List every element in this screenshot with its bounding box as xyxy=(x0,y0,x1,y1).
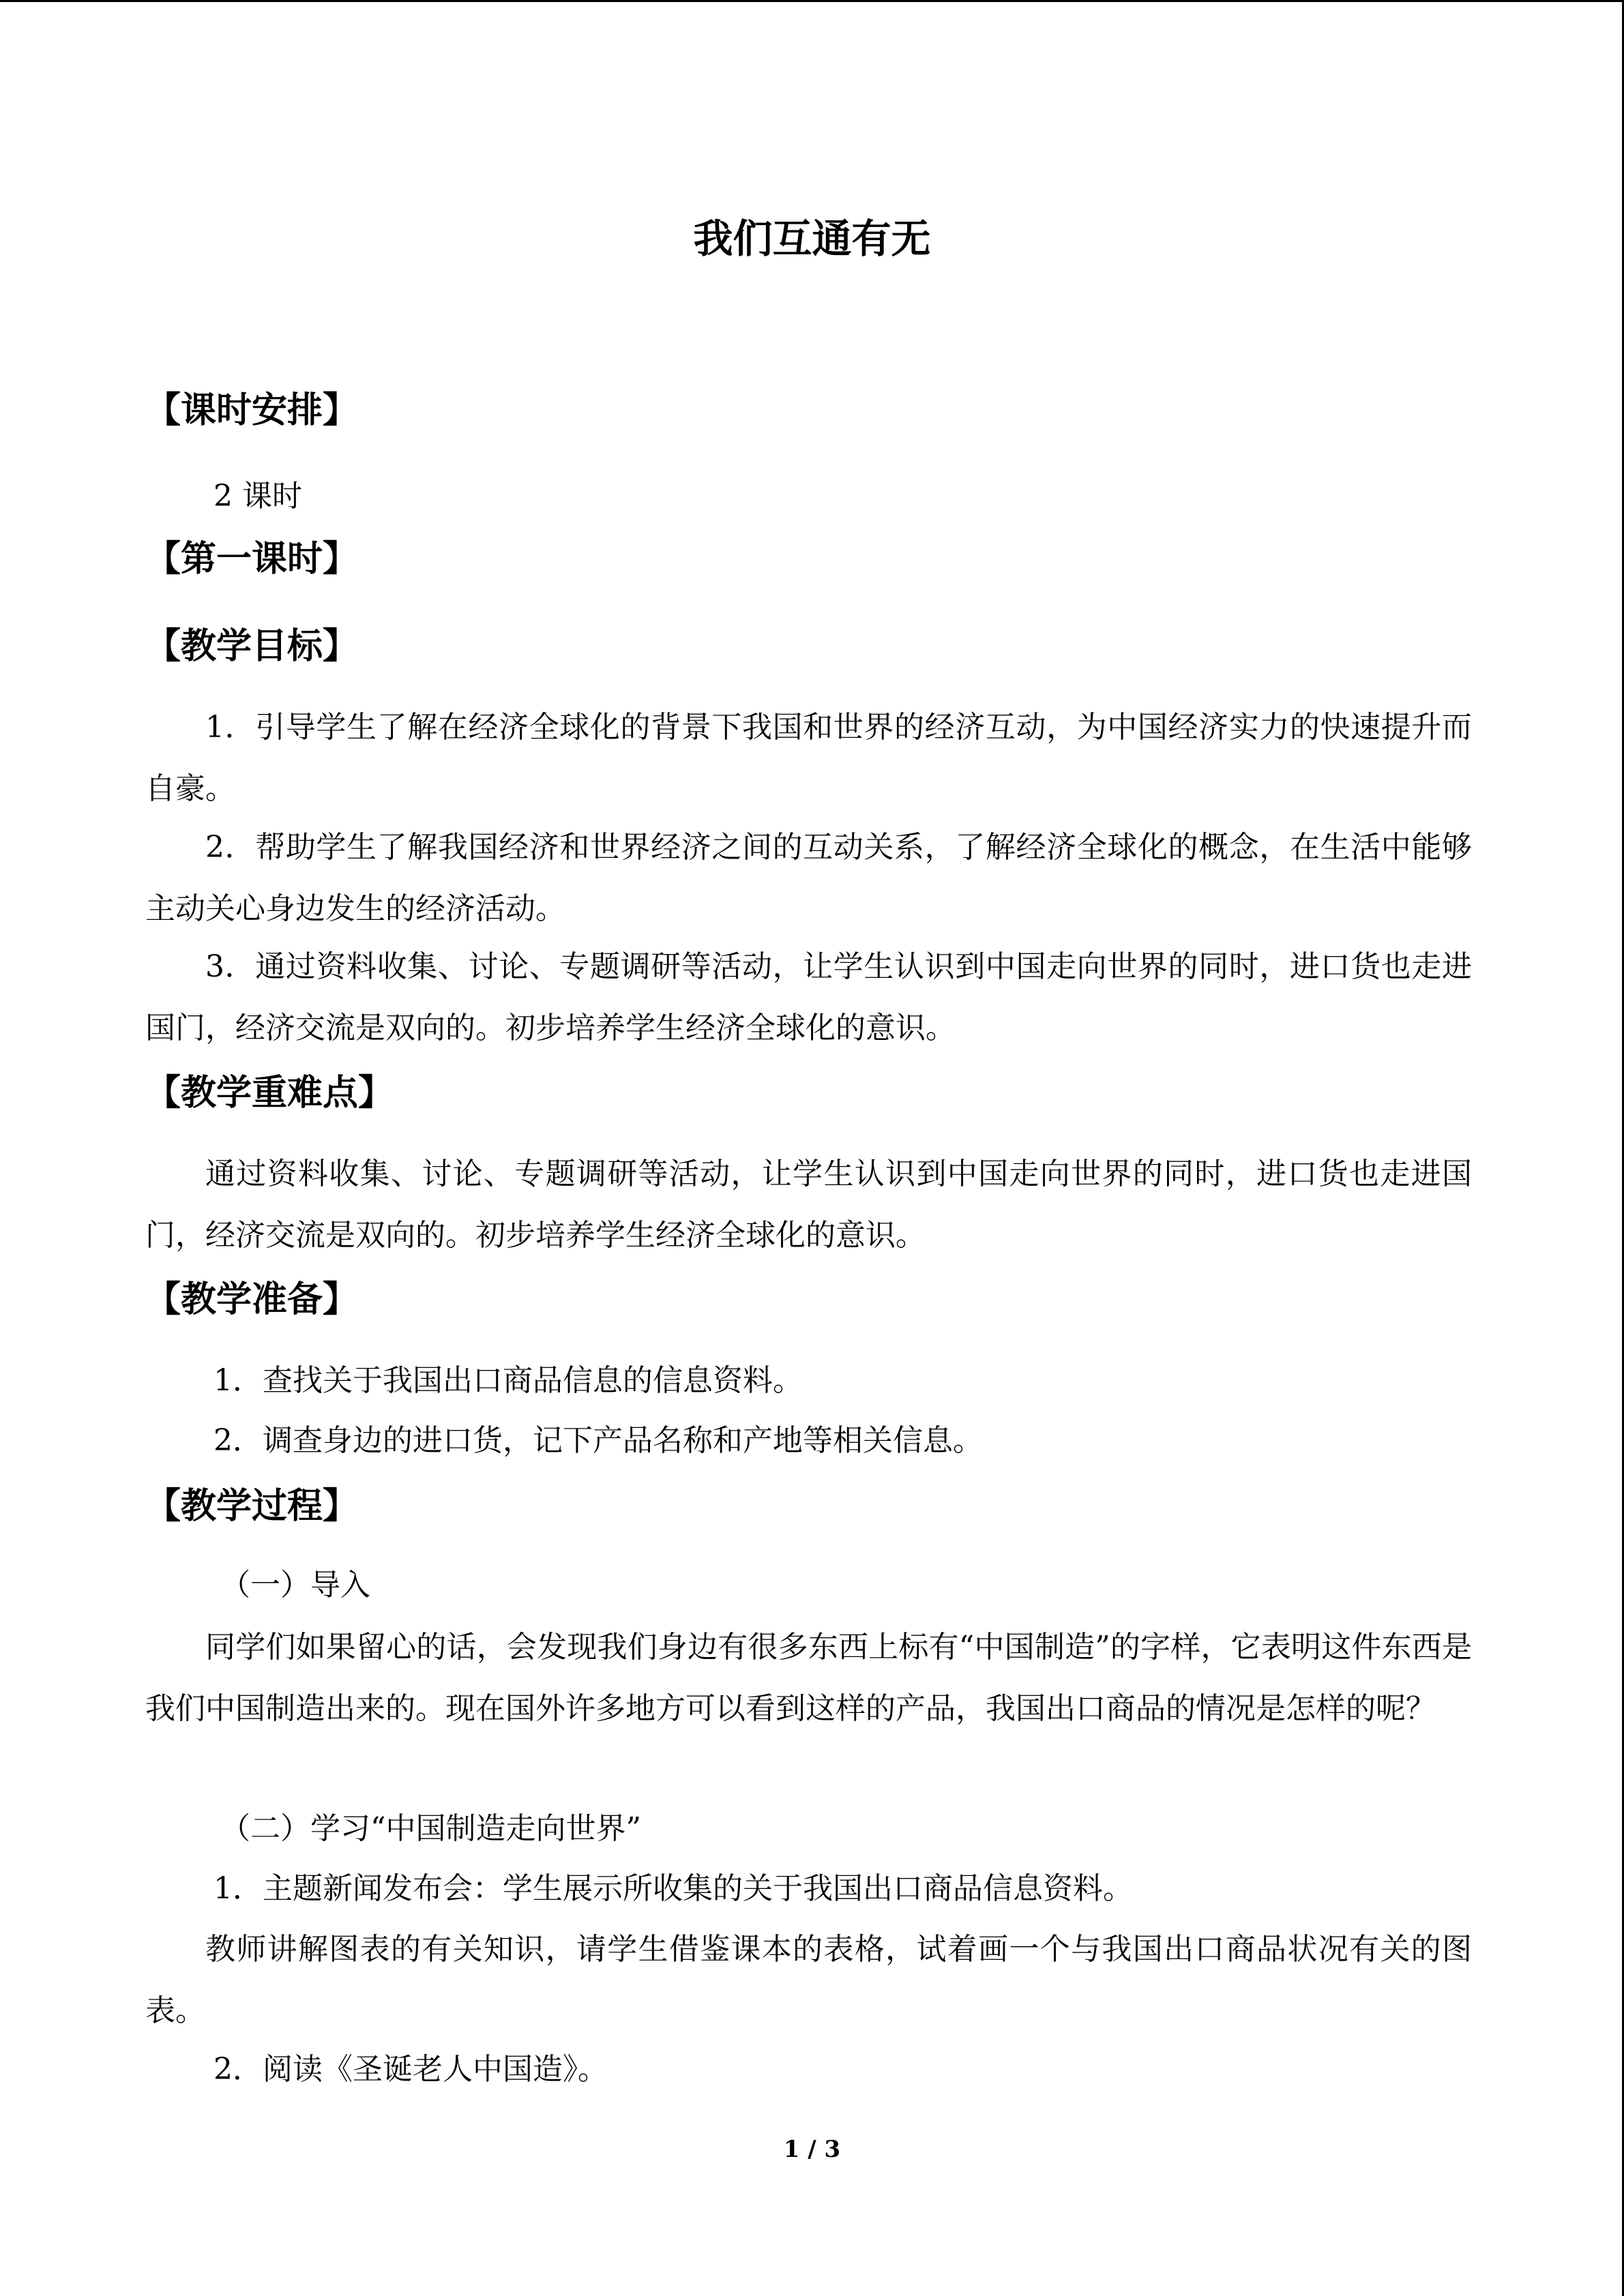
objective-item-2: 2．帮助学生了解我国经济和世界经济之间的互动关系，了解经济全球化的概念，在生活中能够主动关心身边发生的经济活动。 xyxy=(145,830,1472,926)
preparation-item-1: 1．查找关于我国出口商品信息的信息资料。 xyxy=(213,1363,803,1398)
process-step-1: 1．主题新闻发布会：学生展示所收集的关于我国出口商品信息资料。 xyxy=(213,1871,1133,1906)
heading-objectives: 【教学目标】 xyxy=(145,626,359,667)
heading-first-lesson: 【第一课时】 xyxy=(145,539,359,580)
heading-schedule: 【课时安排】 xyxy=(145,390,359,431)
key-points-text: 通过资料收集、讨论、专题调研等活动，让学生认识到中国走向世界的同时，进口货也走进国门，经济交流是双向的。初步培养学生经济全球化的意识。 xyxy=(145,1157,1472,1253)
process-study-label: （二）学习“中国制造走向世界” xyxy=(220,1811,641,1846)
process-intro-text: 同学们如果留心的话，会发现我们身边有很多东西上标有“中国制造”的字样，它表明这件东西是我们中国制造出来的。现在国外许多地方可以看到这样的产品，我国出口商品的情况是怎样的呢？ xyxy=(145,1630,1472,1726)
process-step-2: 2．阅读《圣诞老人中国造》。 xyxy=(213,2052,608,2087)
heading-preparation: 【教学准备】 xyxy=(145,1279,359,1320)
document-title: 我们互通有无 xyxy=(693,215,931,262)
process-step-1-detail: 教师讲解图表的有关知识，请学生借鉴课本的表格，试着画一个与我国出口商品状况有关的图表。 xyxy=(145,1932,1472,2028)
heading-process: 【教学过程】 xyxy=(145,1486,359,1527)
schedule-text: 2 课时 xyxy=(213,479,302,513)
process-intro-label: （一）导入 xyxy=(220,1568,370,1602)
heading-key-points: 【教学重难点】 xyxy=(145,1073,394,1114)
objective-item-1: 1．引导学生了解在经济全球化的背景下我国和世界的经济互动，为中国经济实力的快速提升而自豪。 xyxy=(145,710,1472,806)
preparation-item-2: 2．调查身边的进口货，记下产品名称和产地等相关信息。 xyxy=(213,1423,983,1458)
objective-item-3: 3．通过资料收集、讨论、专题调研等活动，让学生认识到中国走向世界的同时，进口货也走进国门，经济交流是双向的。初步培养学生经济全球化的意识。 xyxy=(145,949,1472,1045)
page-number: 1 / 3 xyxy=(783,2136,841,2163)
